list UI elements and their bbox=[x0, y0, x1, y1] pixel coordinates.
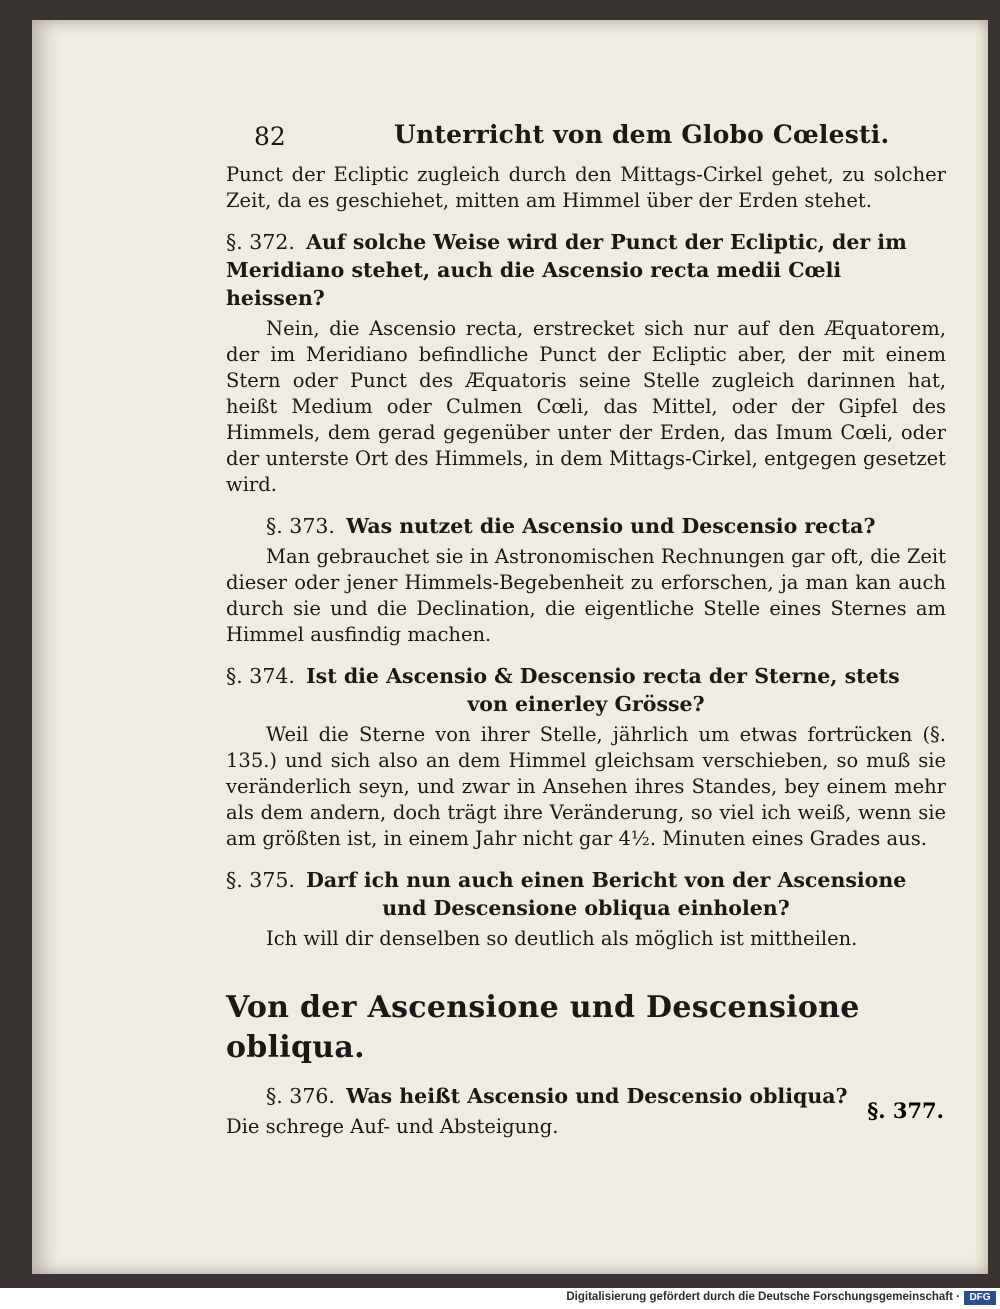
answer-372: Nein, die Ascensio recta, erstrecket sich nur auf den Æquatorem, der im Meridiano befindliche Punct der Ecliptic aber, der mit einem Stern oder Punct des Æquatoris seine Stelle zugleich darinnen hat, heißt Medium oder Culmen Cœli, das Mittel, oder der Gipfel des Himmels, dem gerad gegenüber unter der Erden, das Imum Cœli, oder der unterste Ort des Himmels, in dem Mittags-Cirkel, entgegen gesetzet wird. bbox=[226, 317, 946, 496]
question-text: Was heißt Ascensio und Descensio obliqua? bbox=[346, 1084, 848, 1108]
continuation-paragraph: Punct der Ecliptic zugleich durch den Mittags-Cirkel gehet, zu solcher Zeit, da es geschiehet, mitten am Himmel über der Erden stehet. bbox=[226, 163, 946, 212]
question-text-line2: von einerley Grösse? bbox=[467, 692, 705, 716]
section-number: §. 374. bbox=[226, 664, 295, 688]
question-376 bbox=[226, 1082, 946, 1110]
dfg-logo: DFG bbox=[964, 1291, 996, 1305]
answer-376: Die schrege Auf- und Absteigung. bbox=[226, 1115, 559, 1138]
question-372 bbox=[226, 228, 946, 312]
question-373 bbox=[226, 512, 946, 540]
question-text-line2: und Descensione obliqua einholen? bbox=[382, 896, 790, 920]
page-content bbox=[226, 120, 946, 1140]
question-text-line1: Ist die Ascensio & Descensio recta der Sterne, stets bbox=[306, 664, 900, 688]
answer-374: Weil die Sterne von ihrer Stelle, jährlich um etwas fortrücken (§. 135.) und sich also an dem Himmel gleichsam verschieben, so muß sie veränderlich seyn, und zwar in Ansehen ihres Standes, bey einem mehr als dem andern, doch trägt ihre Veränderung, so viel ich weiß, wenn sie am größten ist, in einem Jahr nicht gar 4½. Minuten eines Grades aus. bbox=[226, 723, 946, 850]
question-374 bbox=[226, 662, 946, 718]
answer-373: Man gebrauchet sie in Astronomischen Rechnungen gar oft, die Zeit dieser oder jener Himmels-Begebenheit zu erforschen, ja man kan auch durch sie und die Declination, die eigentliche Stelle eines Sternes am Himmel ausfindig machen. bbox=[226, 545, 946, 646]
footer-bar bbox=[0, 1289, 1000, 1309]
section-number: §. 372. bbox=[226, 230, 295, 254]
funding-credit: Digitalisierung gefördert durch die Deutsche Forschungsgemeinschaft · bbox=[566, 1291, 960, 1303]
answer-375: Ich will dir denselben so deutlich als möglich ist mittheilen. bbox=[266, 927, 858, 950]
section-number: §. 375. bbox=[226, 868, 295, 892]
catchword: §. 377. bbox=[867, 1098, 944, 1123]
question-text: Auf solche Weise wird der Punct der Ecliptic, der im Meridiano stehet, auch die Ascensio recta medii Cœli heissen? bbox=[226, 230, 907, 310]
page-header bbox=[226, 120, 946, 156]
running-title: Unterricht von dem Globo Cœlesti. bbox=[394, 120, 890, 149]
page-number: 82 bbox=[254, 122, 286, 151]
question-text-line1: Darf ich nun auch einen Bericht von der Ascensione bbox=[306, 868, 907, 892]
section-number: §. 373. bbox=[266, 514, 335, 538]
section-heading: Von der Ascensione und Descensione obliqua. bbox=[226, 990, 860, 1065]
section-number: §. 376. bbox=[266, 1084, 335, 1108]
question-text: Was nutzet die Ascensio und Descensio recta? bbox=[346, 514, 876, 538]
question-375 bbox=[226, 866, 946, 922]
